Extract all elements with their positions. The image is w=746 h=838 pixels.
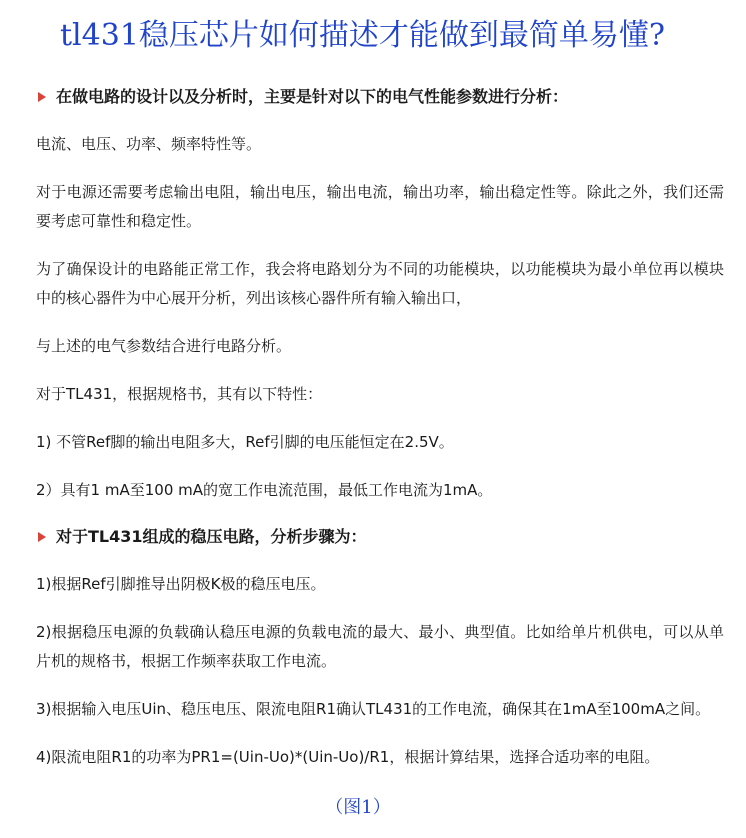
triangle-bullet-icon (38, 92, 46, 102)
figure-caption: （图1） (325, 797, 391, 818)
paragraph: 1) 不管Ref脚的输出电阻多大，Ref引脚的电压能恒定在2.5V。 (36, 433, 454, 451)
section-heading-text: 对于TL431组成的稳压电路，分析步骤为： (56, 527, 367, 546)
paragraph: 为了确保设计的电路能正常工作，我会将电路划分为不同的功能模块，以功能模块为最小单位再以模块中的核心器件为中心展开分析，列出该核心器件所有输入输出口， (36, 260, 724, 307)
paragraph: 4)限流电阻R1的功率为PR1=(Uin-Uo)*(Uin-Uo)/R1，根据计算结果，选择合适功率的电阻。 (36, 748, 660, 766)
triangle-bullet-icon (38, 532, 46, 542)
page-title: tl431稳压芯片如何描述才能做到最简单易懂? (60, 18, 665, 53)
paragraph: 与上述的电气参数结合进行电路分析。 (36, 337, 292, 355)
section-heading-text: 在做电路的设计以及分析时，主要是针对以下的电气性能参数进行分析： (56, 87, 569, 106)
section-heading-electrical-params (36, 84, 724, 110)
article-body (36, 84, 724, 791)
paragraph: 1)根据Ref引脚推导出阴极K极的稳压电压。 (36, 575, 326, 593)
paragraph: 3)根据输入电压Uin、稳压电压、限流电阻R1确认TL431的工作电流，确保其在1mA至100mA之间。 (36, 700, 711, 718)
paragraph: 电流、电压、功率、频率特性等。 (36, 135, 262, 153)
paragraph: 2)根据稳压电源的负载确认稳压电源的负载电流的最大、最小、典型值。比如给单片机供电，可以从单片机的规格书，根据工作频率获取工作电流。 (36, 623, 724, 670)
paragraph: 2）具有1 mA至100 mA的宽工作电流范围，最低工作电流为1mA。 (36, 481, 493, 499)
paragraph: 对于电源还需要考虑输出电阻，输出电压，输出电流，输出功率，输出稳定性等。除此之外，我们还需要考虑可靠性和稳定性。 (36, 183, 724, 230)
paragraph: 对于TL431，根据规格书，其有以下特性： (36, 385, 323, 403)
section-heading-analysis-steps (36, 524, 724, 550)
